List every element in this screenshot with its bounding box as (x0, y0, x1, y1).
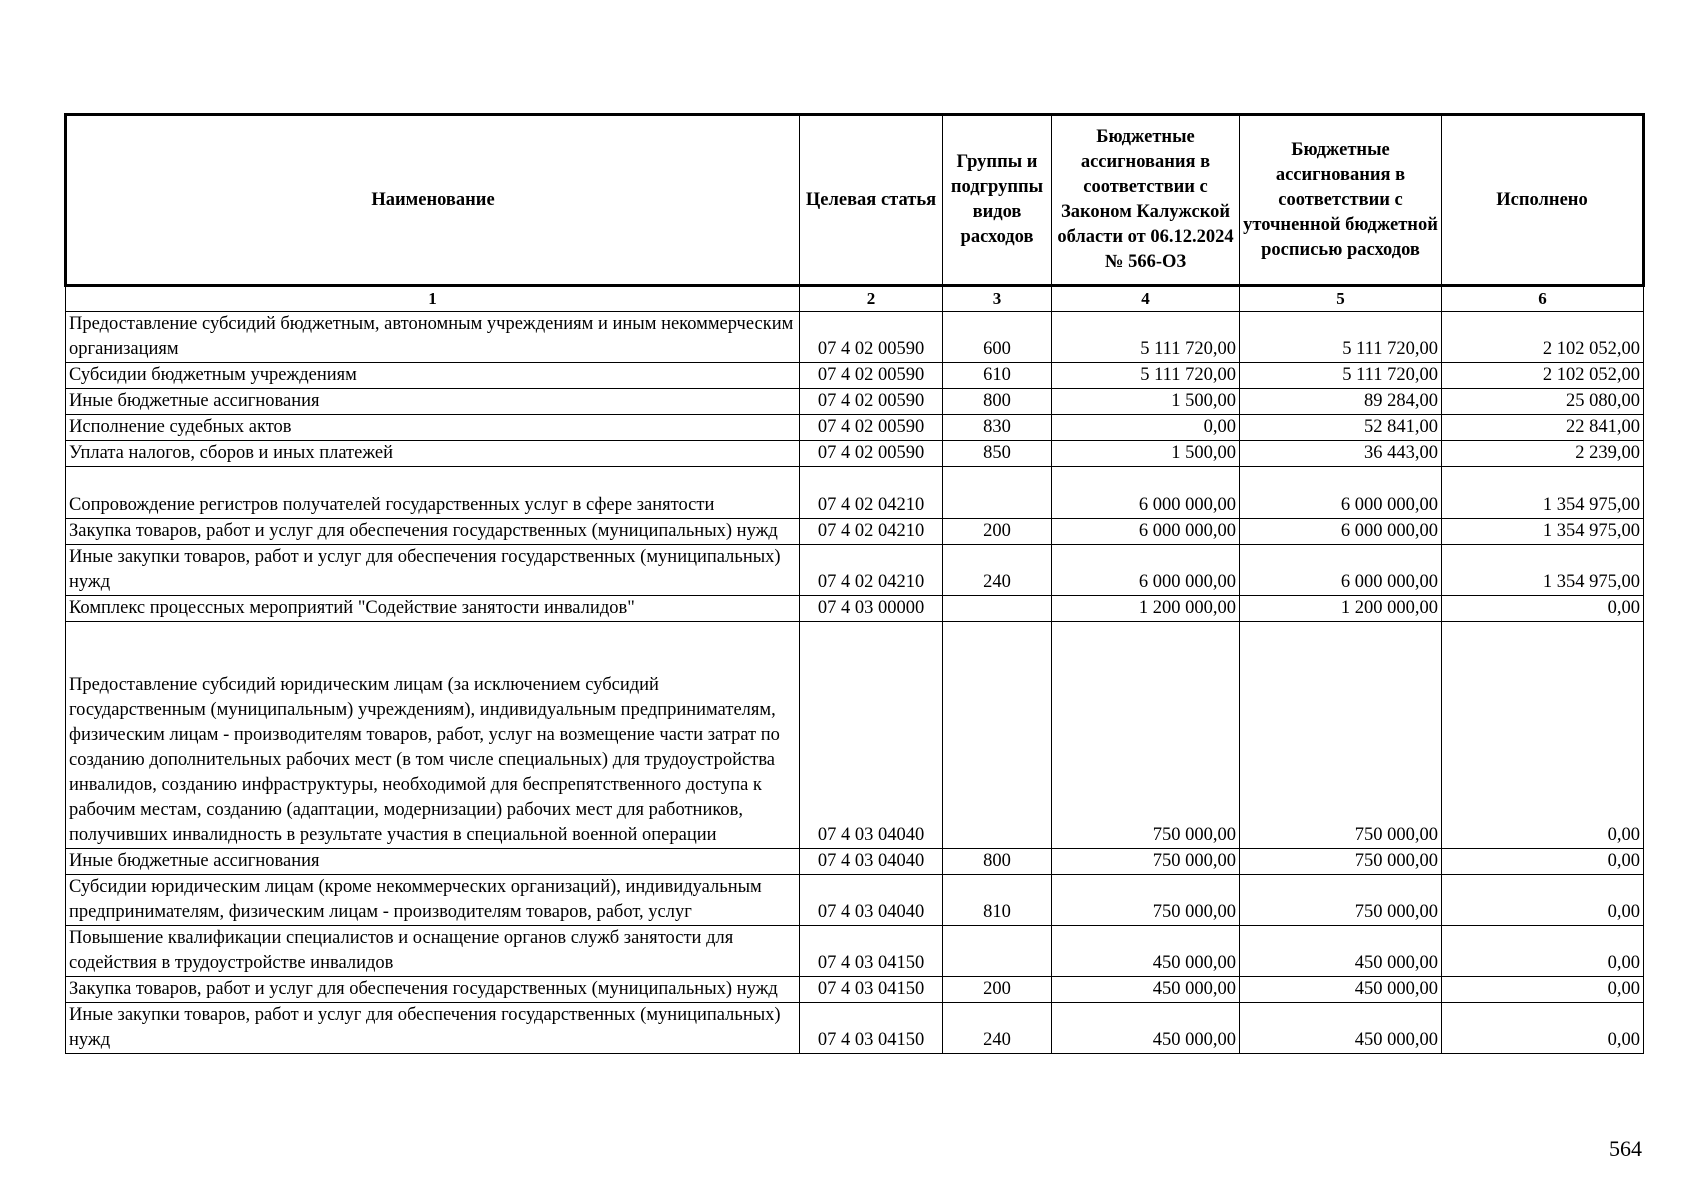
table-row (66, 596, 1644, 622)
row-name: Закупка товаров, работ и услуг для обеспечения государственных (муниципальных) нужд (66, 519, 800, 545)
header-target-article: Целевая статья (800, 115, 943, 286)
header-row (66, 115, 1644, 286)
row-executed-amount: 0,00 (1442, 977, 1644, 1003)
row-name: Иные бюджетные ассигнования (66, 849, 800, 875)
column-number: 6 (1442, 286, 1644, 312)
header-refined-allocations: Бюджетные ассигнования в соответствии с уточненной бюджетной росписью расходов (1240, 115, 1442, 286)
row-executed-amount: 1 354 975,00 (1442, 519, 1644, 545)
table-row (66, 875, 1644, 926)
row-executed-amount: 0,00 (1442, 875, 1644, 926)
row-law-amount: 0,00 (1052, 415, 1240, 441)
row-target-article: 07 4 03 04040 (800, 875, 943, 926)
row-refined-amount: 750 000,00 (1240, 849, 1442, 875)
row-name: Иные закупки товаров, работ и услуг для обеспечения государственных (муниципальных) нужд (66, 1003, 800, 1054)
row-refined-amount: 36 443,00 (1240, 441, 1442, 467)
row-target-article: 07 4 02 00590 (800, 441, 943, 467)
row-refined-amount: 750 000,00 (1240, 622, 1442, 849)
row-law-amount: 6 000 000,00 (1052, 519, 1240, 545)
row-name: Закупка товаров, работ и услуг для обеспечения государственных (муниципальных) нужд (66, 977, 800, 1003)
row-executed-amount: 0,00 (1442, 926, 1644, 977)
row-law-amount: 750 000,00 (1052, 849, 1240, 875)
row-law-amount: 6 000 000,00 (1052, 467, 1240, 519)
row-expense-group: 850 (943, 441, 1052, 467)
row-name: Субсидии бюджетным учреждениям (66, 363, 800, 389)
page-number: 564 (1609, 1136, 1642, 1161)
row-name: Предоставление субсидий бюджетным, автономным учреждениям и иным некоммерческим организациям (66, 312, 800, 363)
row-target-article: 07 4 03 00000 (800, 596, 943, 622)
row-executed-amount: 1 354 975,00 (1442, 545, 1644, 596)
row-expense-group: 610 (943, 363, 1052, 389)
table-body (66, 312, 1644, 1054)
row-expense-group: 200 (943, 519, 1052, 545)
row-law-amount: 450 000,00 (1052, 1003, 1240, 1054)
row-expense-group: 830 (943, 415, 1052, 441)
table-row (66, 415, 1644, 441)
row-name: Повышение квалификации специалистов и оснащение органов служб занятости для содействия в трудоустройстве инвалидов (66, 926, 800, 977)
column-number: 1 (66, 286, 800, 312)
row-refined-amount: 450 000,00 (1240, 1003, 1442, 1054)
row-law-amount: 1 200 000,00 (1052, 596, 1240, 622)
row-name: Исполнение судебных актов (66, 415, 800, 441)
row-refined-amount: 6 000 000,00 (1240, 545, 1442, 596)
row-target-article: 07 4 02 00590 (800, 312, 943, 363)
row-refined-amount: 750 000,00 (1240, 875, 1442, 926)
row-law-amount: 5 111 720,00 (1052, 312, 1240, 363)
row-refined-amount: 5 111 720,00 (1240, 312, 1442, 363)
row-expense-group (943, 622, 1052, 849)
row-target-article: 07 4 02 04210 (800, 467, 943, 519)
row-expense-group (943, 926, 1052, 977)
table-row (66, 849, 1644, 875)
header-law-allocations: Бюджетные ассигнования в соответствии с Законом Калужской области от 06.12.2024 № 566-ОЗ (1052, 115, 1240, 286)
row-name: Предоставление субсидий юридическим лицам (за исключением субсидий государственным (муниципальным) учреждениям), индивидуальным предпринимателям, физическим лицам - производителям товаров, работ, услуг на возмещение части затрат по созданию дополнительных рабочих мест (в том числе специальных) для трудоустройства инвалидов, созданию инфраструктуры, необходимой для беспрепятственного доступа к рабочим местам, созданию (адаптации, модернизации) рабочих мест для работников, получивших инвалидность в результате участия в специальной военной операции (66, 622, 800, 849)
row-target-article: 07 4 02 04210 (800, 519, 943, 545)
row-target-article: 07 4 03 04040 (800, 622, 943, 849)
table-row (66, 363, 1644, 389)
row-refined-amount: 89 284,00 (1240, 389, 1442, 415)
column-number: 5 (1240, 286, 1442, 312)
row-refined-amount: 450 000,00 (1240, 977, 1442, 1003)
row-law-amount: 1 500,00 (1052, 389, 1240, 415)
table-row (66, 467, 1644, 519)
row-target-article: 07 4 03 04150 (800, 1003, 943, 1054)
table-header (66, 115, 1644, 312)
table-row (66, 312, 1644, 363)
row-law-amount: 5 111 720,00 (1052, 363, 1240, 389)
row-executed-amount: 2 102 052,00 (1442, 363, 1644, 389)
row-target-article: 07 4 02 04210 (800, 545, 943, 596)
table-row (66, 441, 1644, 467)
row-executed-amount: 2 102 052,00 (1442, 312, 1644, 363)
row-refined-amount: 6 000 000,00 (1240, 467, 1442, 519)
row-executed-amount: 0,00 (1442, 622, 1644, 849)
row-executed-amount: 0,00 (1442, 1003, 1644, 1054)
row-executed-amount: 22 841,00 (1442, 415, 1644, 441)
row-expense-group: 810 (943, 875, 1052, 926)
row-law-amount: 450 000,00 (1052, 977, 1240, 1003)
column-number: 4 (1052, 286, 1240, 312)
row-refined-amount: 1 200 000,00 (1240, 596, 1442, 622)
row-target-article: 07 4 02 00590 (800, 363, 943, 389)
row-law-amount: 750 000,00 (1052, 875, 1240, 926)
row-name: Иные закупки товаров, работ и услуг для обеспечения государственных (муниципальных) нужд (66, 545, 800, 596)
row-executed-amount: 2 239,00 (1442, 441, 1644, 467)
row-executed-amount: 25 080,00 (1442, 389, 1644, 415)
header-expense-groups: Группы и подгруппы видов расходов (943, 115, 1052, 286)
header-executed: Исполнено (1442, 115, 1644, 286)
table-row (66, 1003, 1644, 1054)
row-law-amount: 750 000,00 (1052, 622, 1240, 849)
row-law-amount: 450 000,00 (1052, 926, 1240, 977)
table-row (66, 622, 1644, 849)
row-target-article: 07 4 03 04150 (800, 926, 943, 977)
header-name: Наименование (66, 115, 800, 286)
row-expense-group: 200 (943, 977, 1052, 1003)
row-name: Сопровождение регистров получателей государственных услуг в сфере занятости (66, 467, 800, 519)
row-refined-amount: 52 841,00 (1240, 415, 1442, 441)
row-target-article: 07 4 03 04150 (800, 977, 943, 1003)
row-refined-amount: 6 000 000,00 (1240, 519, 1442, 545)
row-target-article: 07 4 03 04040 (800, 849, 943, 875)
row-executed-amount: 1 354 975,00 (1442, 467, 1644, 519)
row-expense-group: 240 (943, 1003, 1052, 1054)
column-number: 2 (800, 286, 943, 312)
row-executed-amount: 0,00 (1442, 849, 1644, 875)
row-expense-group: 800 (943, 849, 1052, 875)
budget-table (64, 113, 1645, 1054)
row-law-amount: 6 000 000,00 (1052, 545, 1240, 596)
row-name: Уплата налогов, сборов и иных платежей (66, 441, 800, 467)
row-law-amount: 1 500,00 (1052, 441, 1240, 467)
table-row (66, 389, 1644, 415)
row-name: Субсидии юридическим лицам (кроме некоммерческих организаций), индивидуальным предпринимателям, физическим лицам - производителям товаров, работ, услуг (66, 875, 800, 926)
row-expense-group (943, 596, 1052, 622)
row-expense-group: 240 (943, 545, 1052, 596)
row-refined-amount: 450 000,00 (1240, 926, 1442, 977)
row-refined-amount: 5 111 720,00 (1240, 363, 1442, 389)
table-row (66, 926, 1644, 977)
row-expense-group: 600 (943, 312, 1052, 363)
row-expense-group (943, 467, 1052, 519)
row-name: Комплекс процессных мероприятий "Содействие занятости инвалидов" (66, 596, 800, 622)
row-target-article: 07 4 02 00590 (800, 389, 943, 415)
row-executed-amount: 0,00 (1442, 596, 1644, 622)
table-row (66, 519, 1644, 545)
row-target-article: 07 4 02 00590 (800, 415, 943, 441)
table-row (66, 545, 1644, 596)
column-number-row (66, 286, 1644, 312)
row-expense-group: 800 (943, 389, 1052, 415)
row-name: Иные бюджетные ассигнования (66, 389, 800, 415)
table-row (66, 977, 1644, 1003)
column-number: 3 (943, 286, 1052, 312)
